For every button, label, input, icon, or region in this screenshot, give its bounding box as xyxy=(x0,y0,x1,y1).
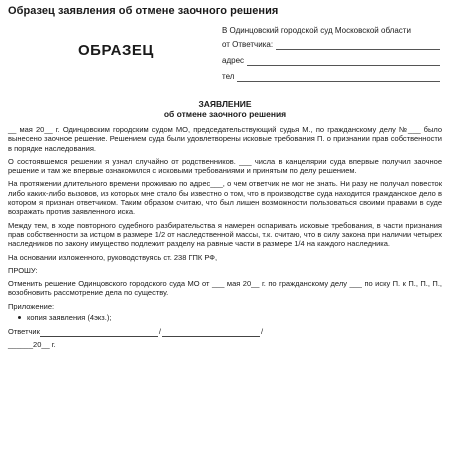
request-label: ПРОШУ: xyxy=(8,265,38,275)
phone-label: тел xyxy=(222,72,235,81)
paragraph: На протяжении длительного времени проживаю по адрес___, о чем ответчик не мог не знать. Ни разу не получал повесток либо каких-либо вызовов, из которых мне стало бы известно о том, что в производстве суда находится гражданское дело в котором я признан ответчиком. Таким образом считаю, что был лишен возможности пользоваться своими правами в суде возражать против заявленного иска. xyxy=(8,179,442,217)
name-field xyxy=(162,329,260,337)
from-field xyxy=(276,41,440,50)
address-label: адрес xyxy=(222,56,245,65)
phone-line xyxy=(222,66,440,82)
document-title: ЗАЯВЛЕНИЕ xyxy=(198,99,252,109)
attachment-label: Приложение: xyxy=(8,301,55,311)
from-label: от Ответчика: xyxy=(222,40,274,49)
paragraph: Между тем, в ходе повторного судебного разбирательства я намерен оспаривать исковые требования, в части признания прав собственности за истцом в размере 1/2 от наследственной массы, т.к. считаю, что в силу закона при наличии четырех наследников по закону имущество подлежит разделу на равные части в размере 1/4 на каждого наследника. xyxy=(8,220,442,249)
court-line xyxy=(222,24,440,36)
attachment-item xyxy=(8,313,442,322)
sample-stamp: ОБРАЗЕЦ xyxy=(78,42,154,59)
from-line xyxy=(222,36,440,50)
defendant-label: Ответчик xyxy=(8,327,40,337)
paragraph: На основании изложенного, руководствуясь ст. 238 ГПК РФ, xyxy=(8,252,218,262)
paragraph: О состоявшемся решении я узнал случайно от родственников. ___ числа в канцелярии суда впервые получил заочное решение и там же впервые ознакомился с исковыми требованиями и принятым по делу решением. xyxy=(8,156,442,176)
signature-line: Ответчик / / xyxy=(8,327,264,337)
signature-field xyxy=(40,329,158,337)
document-subtitle: об отмене заочного решения xyxy=(163,109,287,119)
phone-field xyxy=(237,73,440,82)
bullet-icon xyxy=(18,316,21,319)
page-title: Образец заявления об отмене заочного решения xyxy=(8,5,279,17)
court-name: В Одинцовский городской суд Московской области xyxy=(222,26,411,35)
request-text: Отменить решение Одинцовского городского суда МО от ___ мая 20__ г. по гражданскому делу ___ по иску П. к П., П., П., возобновить рассмотрение дела по существу. xyxy=(8,279,442,298)
address-field xyxy=(247,57,440,66)
address-line xyxy=(222,50,440,66)
date-line: ______20__ г. xyxy=(8,339,56,349)
attachment-item-text: копия заявления (4экз.); xyxy=(27,313,112,323)
document-body xyxy=(8,125,442,353)
addressee-block xyxy=(222,24,440,82)
paragraph: __ мая 20__ г. Одинцовским городским судом МО, председательствующий судья М., по гражданскому делу №___ было вынесено заочное решение. Решением суда были удовлетворены исковые требования П. о признании прав собственности в порядке наследования. xyxy=(8,125,442,153)
